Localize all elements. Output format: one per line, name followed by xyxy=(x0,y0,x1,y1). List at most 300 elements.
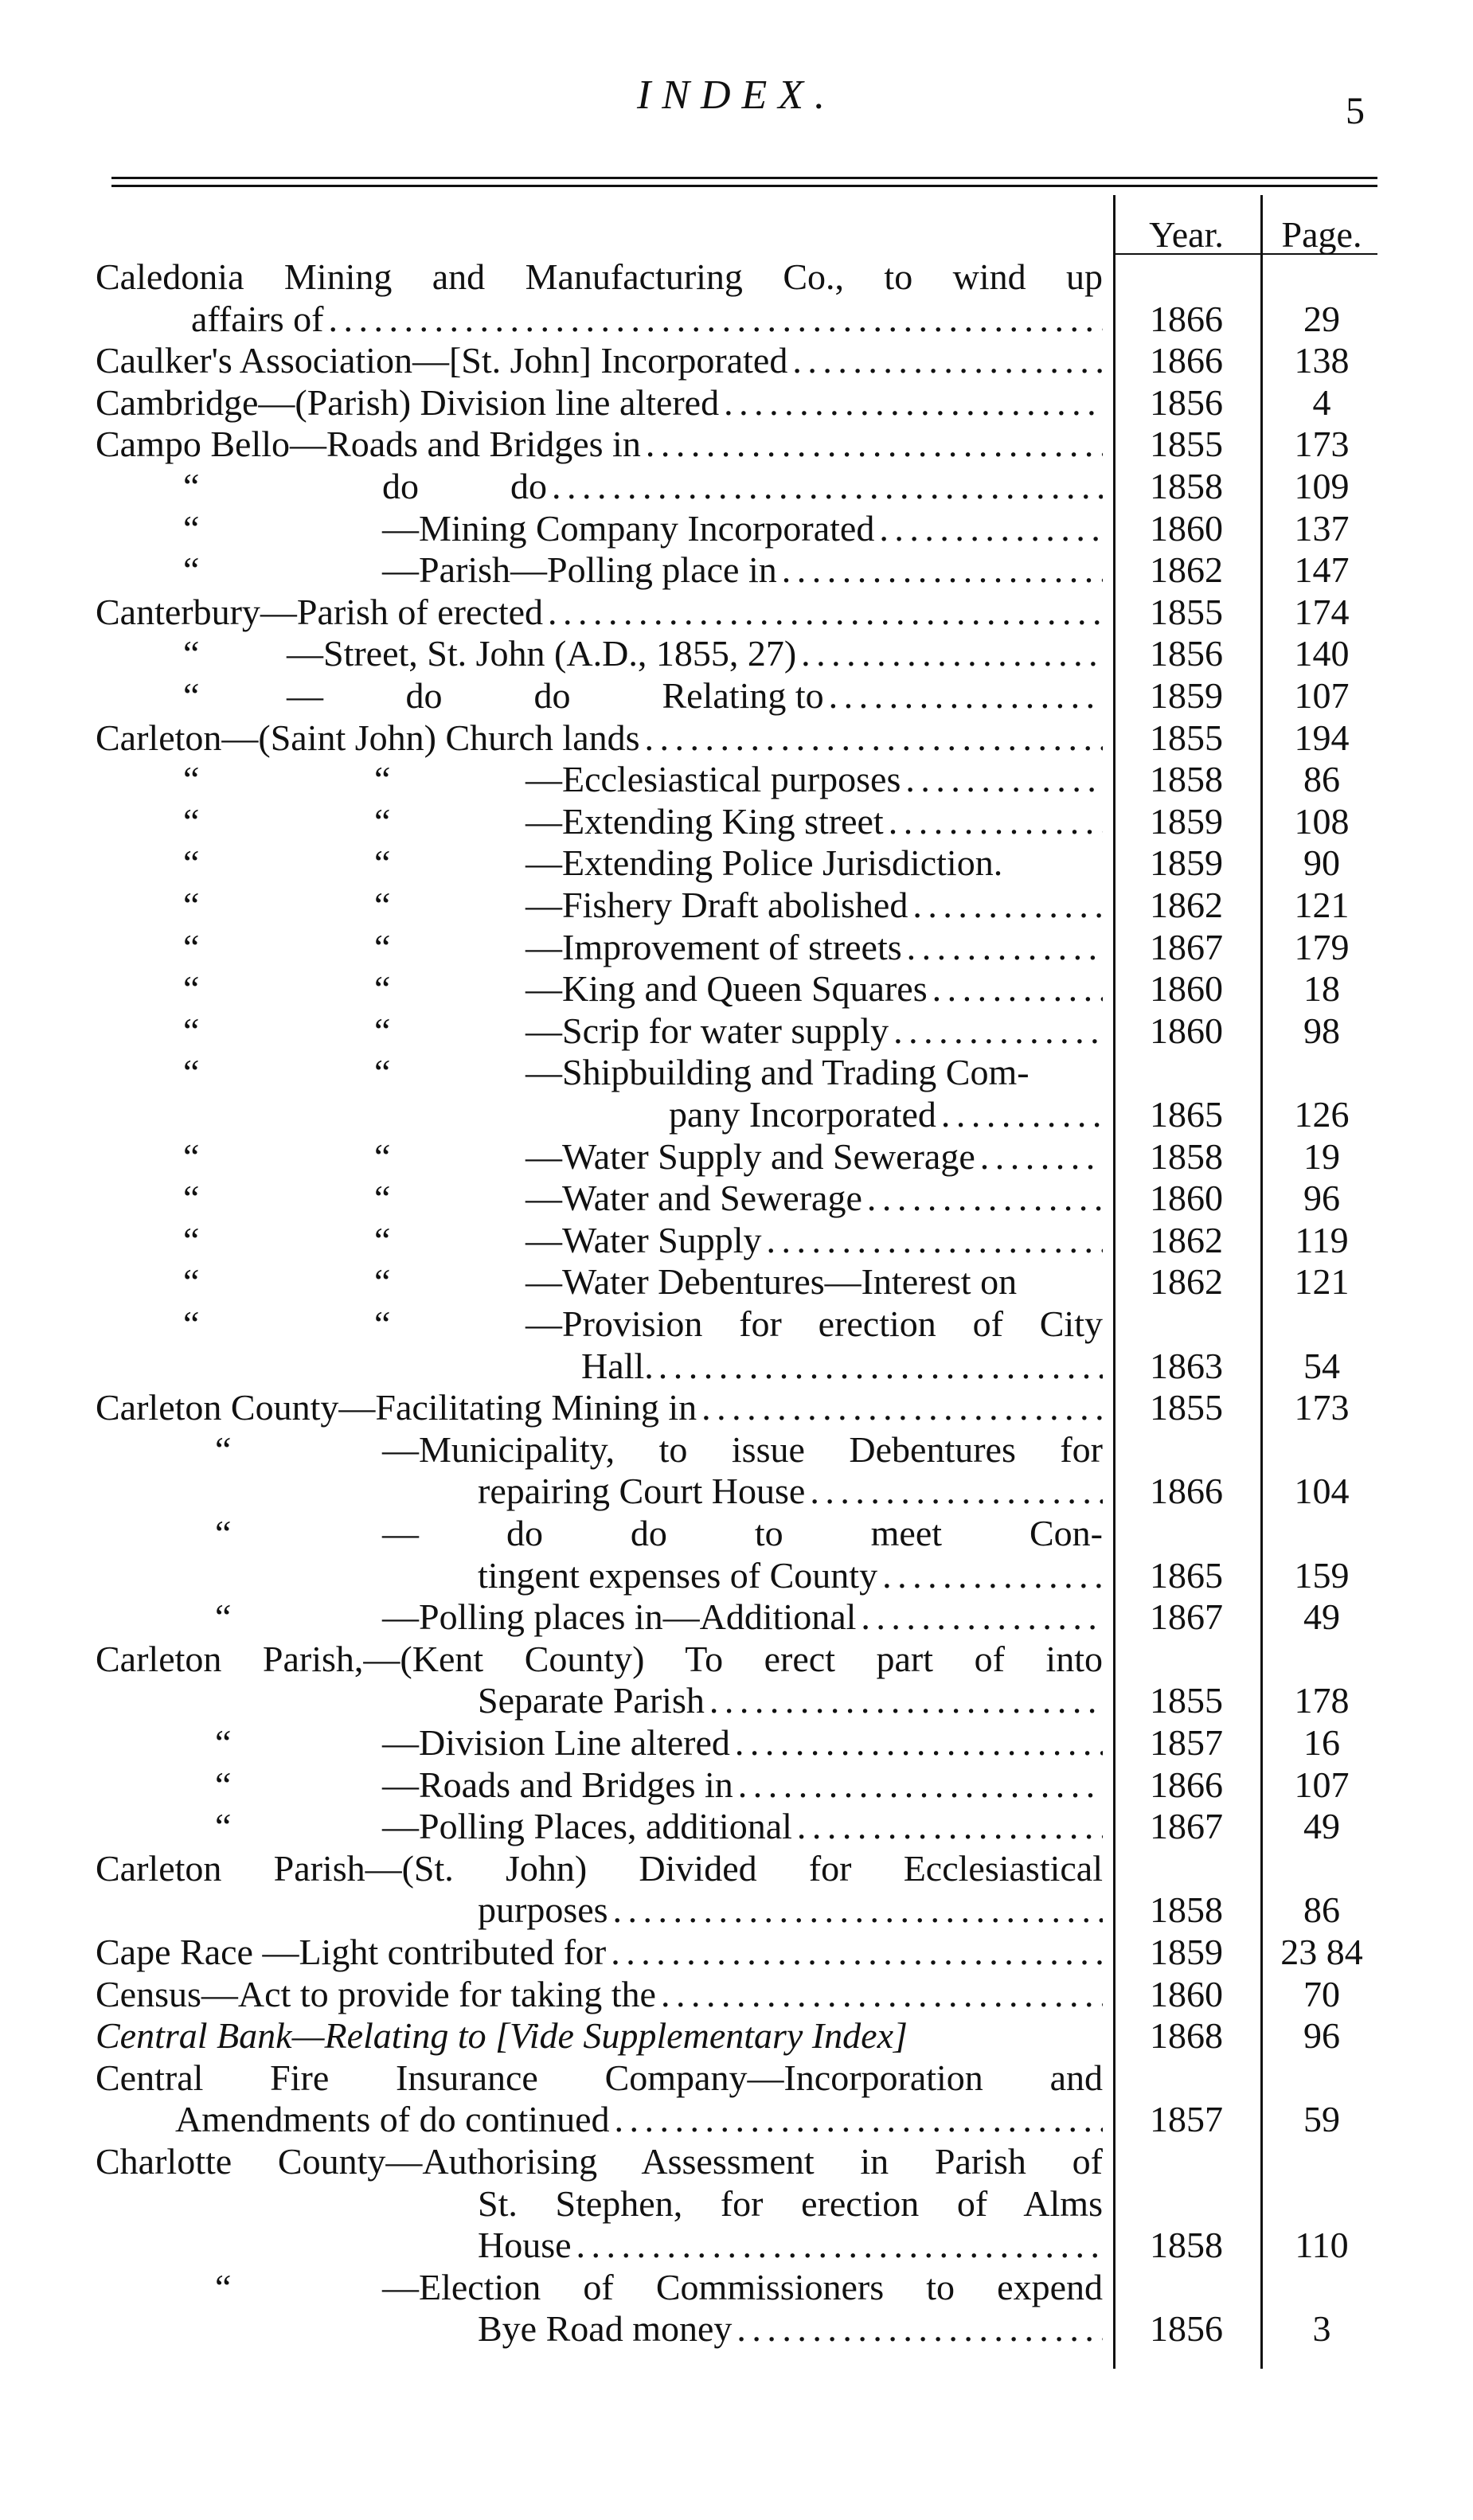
index-row xyxy=(0,801,1473,842)
entry-text xyxy=(96,1974,1103,2015)
page-title: INDEX. xyxy=(636,72,837,118)
ditto-mark: “ xyxy=(374,800,391,842)
ditto-mark: “ xyxy=(183,800,200,842)
entry-label: —Improvement of streets xyxy=(526,926,902,967)
entry-label: Census—Act to provide for taking the xyxy=(96,1973,656,2014)
year-cell: 1866 xyxy=(1150,340,1223,381)
ditto-mark: “ xyxy=(374,968,391,1010)
ditto-mark: “ xyxy=(183,1219,200,1260)
year-cell: 1860 xyxy=(1150,1010,1223,1051)
year-cell: 1855 xyxy=(1150,424,1223,465)
entry-text xyxy=(96,1639,1103,1680)
entry-text xyxy=(191,299,1103,340)
year-cell: 1860 xyxy=(1150,968,1223,1010)
dot-leader xyxy=(724,382,1103,424)
dot-leader xyxy=(867,1178,1103,1219)
index-row xyxy=(0,2183,1473,2225)
index-row xyxy=(0,842,1473,884)
index-row xyxy=(0,549,1473,591)
index-row xyxy=(0,2015,1473,2057)
page-cell: 119 xyxy=(1295,1219,1349,1260)
page-cell: 90 xyxy=(1303,842,1340,884)
entry-label: — do do to meet Con- xyxy=(382,1513,1103,1553)
ditto-mark: “ xyxy=(374,842,391,884)
index-row xyxy=(0,1094,1473,1135)
index-row xyxy=(0,1471,1473,1512)
page-cell: 174 xyxy=(1294,591,1350,632)
ditto-mark: “ xyxy=(183,885,200,925)
ditto-mark: “ xyxy=(183,633,200,674)
entry-text xyxy=(478,1889,1103,1931)
ditto-mark: “ xyxy=(183,759,200,800)
dot-leader xyxy=(735,1722,1103,1764)
entry-label: —Water Debentures—Interest on xyxy=(526,1261,1018,1303)
page-cell: 23 84 xyxy=(1280,1932,1363,1972)
entry-text xyxy=(382,1513,1103,1554)
index-row xyxy=(0,1387,1473,1428)
index-row xyxy=(0,1052,1473,1093)
year-cell: 1866 xyxy=(1150,1764,1223,1805)
index-row xyxy=(0,759,1473,800)
dot-leader xyxy=(912,885,1103,926)
page-cell: 49 xyxy=(1303,1806,1340,1847)
page-cell: 54 xyxy=(1303,1345,1340,1386)
page-cell: 121 xyxy=(1294,885,1350,925)
entry-label: Bye Road money xyxy=(478,2308,733,2350)
entry-label: —Water Supply and Sewerage xyxy=(526,1135,975,1177)
entry-label: — do do Relating to xyxy=(287,675,824,716)
year-cell: 1860 xyxy=(1150,507,1223,549)
page-cell: 49 xyxy=(1303,1596,1340,1638)
entry-label: —Water Supply xyxy=(526,1219,762,1260)
index-row xyxy=(0,675,1473,717)
year-cell: 1858 xyxy=(1150,759,1223,800)
entry-text xyxy=(526,801,1103,842)
entry-label: St. Stephen, for erection of Alms xyxy=(478,2182,1103,2224)
entry-label: —Water and Sewerage xyxy=(526,1178,862,1219)
entry-label: Carleton—(Saint John) Church lands xyxy=(96,717,640,758)
entry-text xyxy=(526,1010,1103,1052)
index-row xyxy=(0,1889,1473,1931)
dot-leader xyxy=(829,675,1103,717)
entry-text xyxy=(526,1178,1103,1219)
index-row xyxy=(0,256,1473,298)
index-row xyxy=(0,717,1473,759)
index-row xyxy=(0,466,1473,507)
page-cell: 147 xyxy=(1294,549,1350,591)
index-row xyxy=(0,1220,1473,1261)
ditto-mark: “ xyxy=(374,1178,391,1219)
page-cell: 29 xyxy=(1303,298,1340,339)
page-cell: 98 xyxy=(1303,1010,1340,1051)
entry-label: —Division Line altered xyxy=(382,1722,730,1763)
index-row xyxy=(0,340,1473,381)
dot-leader xyxy=(738,1764,1103,1806)
ditto-mark: “ xyxy=(183,549,200,591)
dot-leader xyxy=(548,592,1103,633)
entry-label: Cape Race —Light contributed for xyxy=(96,1932,607,1972)
entry-text xyxy=(382,1806,1103,1847)
dot-leader xyxy=(932,968,1103,1010)
header-rule-top xyxy=(111,177,1377,179)
entry-text xyxy=(96,2141,1103,2182)
ditto-mark: “ xyxy=(374,1303,391,1344)
index-row xyxy=(0,1974,1473,2015)
page-cell: 3 xyxy=(1312,2308,1331,2350)
dot-leader xyxy=(736,2308,1103,2350)
year-cell: 1858 xyxy=(1150,2225,1223,2266)
entry-label: —Roads and Bridges in xyxy=(382,1764,733,1805)
ditto-mark: “ xyxy=(183,968,200,1010)
dot-leader xyxy=(701,1387,1103,1428)
dot-leader xyxy=(613,1889,1103,1931)
dot-leader xyxy=(893,1010,1103,1052)
dot-leader xyxy=(709,1680,1103,1721)
year-cell: 1867 xyxy=(1150,926,1223,967)
page-cell: 86 xyxy=(1303,1889,1340,1931)
year-cell: 1868 xyxy=(1150,2015,1223,2057)
entry-text xyxy=(526,1261,1103,1303)
entry-label: —Scrip for water supply xyxy=(526,1010,889,1051)
page-cell: 86 xyxy=(1303,759,1340,800)
entry-text xyxy=(526,1303,1103,1345)
ditto-mark: “ xyxy=(374,1010,391,1051)
ditto-mark: “ xyxy=(215,1764,232,1805)
dot-leader xyxy=(905,759,1103,800)
entry-label: Central Bank—Relating to [Vide Supplementary Index] xyxy=(96,2015,908,2057)
entry-text xyxy=(382,549,1103,591)
entry-text xyxy=(287,675,1103,717)
ditto-mark: “ xyxy=(215,1596,232,1638)
entry-text xyxy=(526,1136,1103,1178)
ditto-mark: “ xyxy=(183,1010,200,1051)
page-cell: 4 xyxy=(1312,381,1331,423)
ditto-mark: “ xyxy=(374,885,391,925)
entry-label: Central Fire Insurance Company—Incorporation and xyxy=(96,2057,1103,2098)
entry-label: —King and Queen Squares xyxy=(526,968,928,1010)
year-cell: 1866 xyxy=(1150,298,1223,339)
page-cell: 159 xyxy=(1294,1554,1350,1596)
ditto-mark: “ xyxy=(374,1261,391,1303)
page-cell: 173 xyxy=(1294,424,1350,465)
entry-label: pany Incorporated xyxy=(669,1094,936,1135)
index-row xyxy=(0,1010,1473,1052)
year-cell: 1867 xyxy=(1150,1806,1223,1847)
year-cell: 1862 xyxy=(1150,1219,1223,1260)
entry-label: Charlotte County—Authorising Assessment in Parish of xyxy=(96,2141,1103,2182)
ditto-mark: “ xyxy=(374,926,391,967)
index-row xyxy=(0,2225,1473,2266)
entry-text xyxy=(96,2057,1103,2099)
page-cell: 138 xyxy=(1294,340,1350,381)
entry-text xyxy=(382,1596,1103,1638)
page-cell: 179 xyxy=(1294,926,1350,967)
entry-label: —Polling Places, additional xyxy=(382,1806,792,1847)
ditto-mark: “ xyxy=(183,1135,200,1177)
entry-text xyxy=(382,466,1103,507)
entry-label: Carleton Parish—(St. John) Divided for Ecclesiastical xyxy=(96,1847,1103,1889)
ditto-mark: “ xyxy=(374,1219,391,1260)
page-cell: 96 xyxy=(1303,1178,1340,1219)
entry-text xyxy=(382,1764,1103,1806)
year-cell: 1866 xyxy=(1150,1471,1223,1512)
entry-label: —Mining Company Incorporated xyxy=(382,507,875,549)
entry-text xyxy=(478,1471,1103,1512)
index-row xyxy=(0,1596,1473,1638)
page-cell: 173 xyxy=(1294,1387,1350,1428)
index-row xyxy=(0,1555,1473,1596)
year-cell: 1865 xyxy=(1150,1094,1223,1135)
index-row xyxy=(0,1680,1473,1721)
dot-leader xyxy=(611,1932,1103,1973)
dot-leader xyxy=(882,1555,1103,1596)
ditto-mark: “ xyxy=(374,759,391,800)
entry-label: do do xyxy=(382,466,547,506)
year-cell: 1863 xyxy=(1150,1345,1223,1386)
page-cell: 107 xyxy=(1294,1764,1350,1805)
index-row xyxy=(0,592,1473,633)
entry-text xyxy=(96,382,1103,424)
entry-text xyxy=(175,2099,1103,2140)
index-row xyxy=(0,2099,1473,2140)
entry-label: —Street, St. John (A.D., 1855, 27) xyxy=(287,633,797,674)
entry-label: affairs of xyxy=(191,298,324,339)
entry-label: House xyxy=(478,2225,572,2266)
index-row xyxy=(0,885,1473,926)
page-cell: 19 xyxy=(1303,1135,1340,1177)
ditto-mark: “ xyxy=(374,1135,391,1177)
page-cell: 194 xyxy=(1294,717,1350,758)
year-cell: 1858 xyxy=(1150,466,1223,506)
dot-leader xyxy=(576,2225,1103,2266)
entry-text xyxy=(669,1094,1103,1135)
entry-text xyxy=(96,340,1103,381)
entry-label: —Municipality, to issue Debentures for xyxy=(382,1428,1103,1470)
ditto-mark: “ xyxy=(215,1806,232,1847)
page-cell: 109 xyxy=(1294,466,1350,506)
entry-label: Cambridge—(Parish) Division line altered xyxy=(96,381,720,423)
entry-text xyxy=(526,759,1103,800)
index-row xyxy=(0,1303,1473,1345)
ditto-mark: “ xyxy=(183,1178,200,1219)
index-row xyxy=(0,1722,1473,1764)
dot-leader xyxy=(645,717,1103,759)
ditto-mark: “ xyxy=(183,507,200,549)
dot-leader xyxy=(801,633,1103,674)
entry-label: —Shipbuilding and Trading Com- xyxy=(526,1052,1030,1093)
ditto-mark: “ xyxy=(183,675,200,716)
index-row xyxy=(0,968,1473,1010)
dot-leader xyxy=(552,466,1103,507)
dot-leader xyxy=(980,1136,1103,1178)
ditto-mark: “ xyxy=(183,842,200,884)
entry-label: —Provision for erection of City xyxy=(526,1303,1103,1344)
entry-text xyxy=(478,2183,1103,2225)
page-cell: 121 xyxy=(1294,1261,1350,1303)
entry-text xyxy=(526,885,1103,926)
ditto-mark: “ xyxy=(183,1052,200,1093)
page-number: 5 xyxy=(1346,90,1365,132)
index-row xyxy=(0,927,1473,968)
year-cell: 1856 xyxy=(1150,633,1223,674)
year-cell: 1867 xyxy=(1150,1596,1223,1638)
year-cell: 1862 xyxy=(1150,549,1223,591)
entry-label: Carleton Parish,—(Kent County) To erect part of into xyxy=(96,1638,1103,1679)
dot-leader xyxy=(615,2099,1103,2140)
dot-leader xyxy=(889,801,1103,842)
entry-text xyxy=(382,1429,1103,1471)
year-cell: 1855 xyxy=(1150,717,1223,758)
index-row xyxy=(0,1639,1473,1680)
entry-text xyxy=(581,1346,1103,1387)
entry-label: Amendments of do continued xyxy=(175,2099,610,2140)
entry-label: —Election of Commissioners to expend xyxy=(382,2266,1103,2307)
page-cell: 104 xyxy=(1294,1471,1350,1512)
page-cell: 70 xyxy=(1303,1973,1340,2014)
index-row xyxy=(0,2308,1473,2350)
page-cell: 110 xyxy=(1295,2225,1349,2266)
entry-text xyxy=(382,2267,1103,2308)
dot-leader xyxy=(782,549,1103,591)
dot-leader xyxy=(797,1806,1103,1847)
year-cell: 1855 xyxy=(1150,1680,1223,1721)
dot-leader xyxy=(658,1346,1103,1387)
entry-text xyxy=(526,1052,1103,1093)
entry-text xyxy=(96,424,1103,465)
entry-text xyxy=(526,968,1103,1010)
index-row xyxy=(0,299,1473,340)
entry-label: Carleton County—Facilitating Mining in xyxy=(96,1387,697,1428)
entry-text xyxy=(96,2015,1103,2057)
year-cell: 1859 xyxy=(1150,842,1223,884)
index-row xyxy=(0,508,1473,549)
entry-label: —Extending Police Jurisdiction. xyxy=(526,842,1003,884)
year-cell: 1856 xyxy=(1150,2308,1223,2350)
entry-text xyxy=(478,2225,1103,2266)
page-cell: 18 xyxy=(1303,968,1340,1010)
ditto-mark: “ xyxy=(215,2266,232,2307)
entry-text xyxy=(478,1555,1103,1596)
entry-text xyxy=(96,592,1103,633)
index-row xyxy=(0,424,1473,465)
dot-leader xyxy=(646,424,1103,465)
ditto-mark: “ xyxy=(183,926,200,967)
entry-text xyxy=(96,1848,1103,1889)
entry-label: —Parish—Polling place in xyxy=(382,549,777,591)
dot-leader xyxy=(861,1596,1103,1638)
page-cell: 107 xyxy=(1294,675,1350,716)
year-cell: 1865 xyxy=(1150,1554,1223,1596)
entry-label: tingent expenses of County xyxy=(478,1554,878,1596)
page-cell: 178 xyxy=(1294,1680,1350,1721)
entry-label: repairing Court House xyxy=(478,1471,806,1512)
ditto-mark: “ xyxy=(183,466,200,506)
index-row xyxy=(0,1261,1473,1303)
entry-text xyxy=(478,1680,1103,1721)
ditto-mark: “ xyxy=(183,1261,200,1303)
entry-label: —Ecclesiastical purposes xyxy=(526,759,901,800)
ditto-mark: “ xyxy=(215,1428,232,1470)
index-row xyxy=(0,1346,1473,1387)
entry-text xyxy=(382,508,1103,549)
page-cell: 108 xyxy=(1294,800,1350,842)
dot-leader xyxy=(767,1220,1103,1261)
index-row xyxy=(0,1178,1473,1219)
year-cell: 1855 xyxy=(1150,1387,1223,1428)
index-row xyxy=(0,1806,1473,1847)
year-cell: 1860 xyxy=(1150,1178,1223,1219)
entry-text xyxy=(96,1387,1103,1428)
year-cell: 1859 xyxy=(1150,800,1223,842)
page-cell: 140 xyxy=(1294,633,1350,674)
year-cell: 1862 xyxy=(1150,1261,1223,1303)
page-cell: 137 xyxy=(1294,507,1350,549)
year-cell: 1860 xyxy=(1150,1973,1223,2014)
ditto-mark: “ xyxy=(374,1052,391,1093)
entry-label: —Extending King street xyxy=(526,800,884,842)
ditto-mark: “ xyxy=(183,1303,200,1344)
entry-text xyxy=(96,256,1103,298)
index-row xyxy=(0,1932,1473,1973)
index-row xyxy=(0,2141,1473,2182)
entry-text xyxy=(96,717,1103,759)
entry-text xyxy=(478,2308,1103,2350)
ditto-mark: “ xyxy=(215,1722,232,1763)
page-cell: 126 xyxy=(1294,1094,1350,1135)
dot-leader xyxy=(792,340,1103,381)
page-column-header: Page. xyxy=(1281,214,1362,255)
index-row xyxy=(0,1136,1473,1178)
year-cell: 1857 xyxy=(1150,1722,1223,1763)
entry-label: Canterbury—Parish of erected xyxy=(96,591,544,632)
entry-text xyxy=(526,927,1103,968)
year-cell: 1859 xyxy=(1150,675,1223,716)
index-row xyxy=(0,1848,1473,1889)
page-cell: 96 xyxy=(1303,2015,1340,2057)
entry-label: Caulker's Association—[St. John] Incorporated xyxy=(96,340,788,381)
year-cell: 1858 xyxy=(1150,1889,1223,1931)
entry-label: Hall. xyxy=(581,1345,654,1386)
dot-leader xyxy=(941,1094,1103,1135)
page-cell: 59 xyxy=(1303,2099,1340,2140)
year-cell: 1856 xyxy=(1150,381,1223,423)
entry-label: Campo Bello—Roads and Bridges in xyxy=(96,424,641,465)
year-cell: 1857 xyxy=(1150,2099,1223,2140)
dot-leader xyxy=(328,299,1103,340)
entry-text xyxy=(382,1722,1103,1764)
entry-text xyxy=(96,1932,1103,1973)
index-row xyxy=(0,1764,1473,1806)
dot-leader xyxy=(810,1471,1103,1512)
entry-label: purposes xyxy=(478,1889,608,1931)
index-row xyxy=(0,2057,1473,2099)
entry-label: Caledonia Mining and Manufacturing Co., to wind up xyxy=(96,256,1103,297)
year-cell: 1858 xyxy=(1150,1135,1223,1177)
page-cell: 16 xyxy=(1303,1722,1340,1763)
entry-label: —Fishery Draft abolished xyxy=(526,885,908,925)
entry-text xyxy=(526,1220,1103,1261)
dot-leader xyxy=(661,1974,1103,2015)
dot-leader xyxy=(907,927,1103,968)
index-row xyxy=(0,2267,1473,2308)
entry-text xyxy=(526,842,1103,884)
dot-leader xyxy=(879,508,1103,549)
year-cell: 1862 xyxy=(1150,885,1223,925)
entry-label: —Polling places in—Additional xyxy=(382,1596,857,1638)
index-row xyxy=(0,1429,1473,1471)
header-rule-bottom xyxy=(111,185,1377,187)
ditto-mark: “ xyxy=(215,1513,232,1553)
